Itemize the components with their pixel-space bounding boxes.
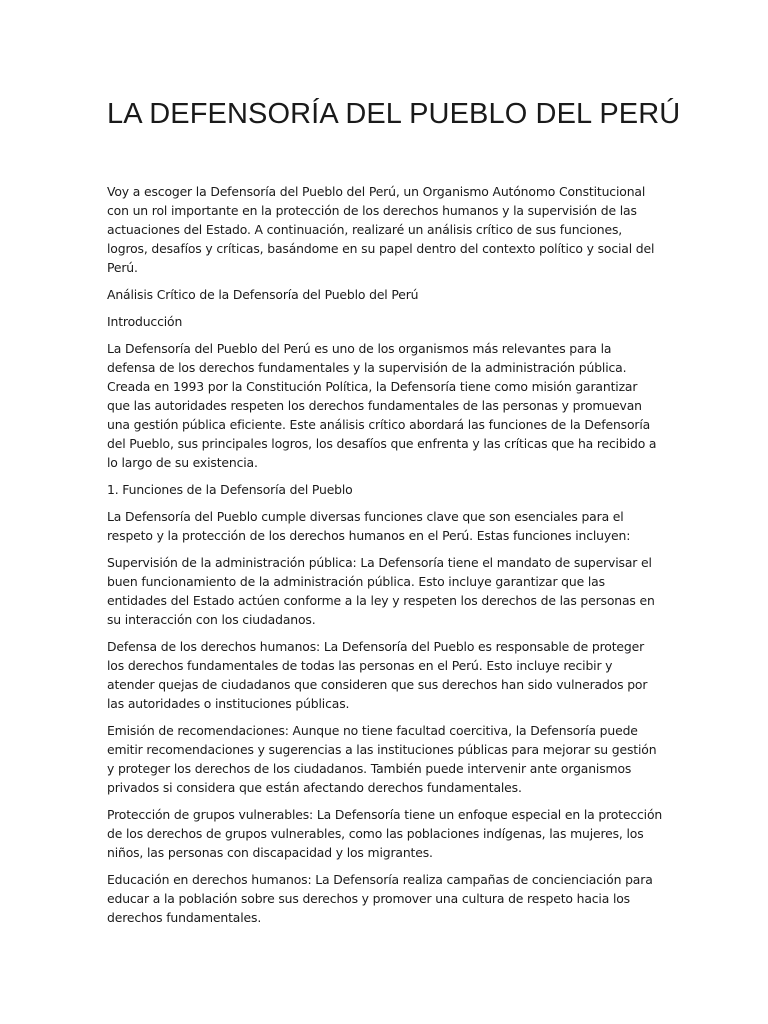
paragraph-function-recommendations: Emisión de recomendaciones: Aunque no tiene facultad coercitiva, la Defensoría puede emitir recomendaciones y sugerencias a las instituciones públicas para mejorar su gestión y proteger los derechos de los ciudadanos. También puede intervenir ante organismos privados si considera que están afectando derechos fundamentales. <box>107 723 657 795</box>
paragraph-analysis-heading: Análisis Crítico de la Defensoría del Pueblo del Perú <box>107 287 419 302</box>
paragraph-intro: Voy a escoger la Defensoría del Pueblo del Perú, un Organismo Autónomo Constitucional con un rol importante en la protección de los derechos humanos y la supervisión de las actuaciones del Estado. A continuación, realizaré un análisis crítico de sus funciones, logros, desafíos y críticas, basándome en su papel dentro del contexto político y social del Perú. <box>107 184 655 275</box>
paragraph-functions-intro: La Defensoría del Pueblo cumple diversas funciones clave que son esenciales para el respeto y la protección de los derechos humanos en el Perú. Estas funciones incluyen: <box>107 509 631 543</box>
document-page <box>107 92 681 935</box>
paragraph-introduction-body: La Defensoría del Pueblo del Perú es uno de los organismos más relevantes para la defensa de los derechos fundamentales y la supervisión de la administración pública. Creada en 1993 por la Constitución Política, la Defensoría tiene como misión garantizar que las autoridades respeten los derechos fundamentales de las personas y promuevan una gestión pública eficiente. Este análisis crítico abordará las funciones de la Defensoría del Pueblo, sus principales logros, los desafíos que enfrenta y las críticas que ha recibido a lo largo de su existencia. <box>107 341 657 470</box>
paragraph-function-defense: Defensa de los derechos humanos: La Defensoría del Pueblo es responsable de proteger los derechos fundamentales de todas las personas en el Perú. Esto incluye recibir y atender quejas de ciudadanos que consideren que sus derechos han sido vulnerados por las autoridades o instituciones públicas. <box>107 639 648 711</box>
paragraph-section-1-heading: 1. Funciones de la Defensoría del Pueblo <box>107 482 353 497</box>
paragraph-function-education: Educación en derechos humanos: La Defensoría realiza campañas de concienciación para educar a la población sobre sus derechos y promover una cultura de respeto hacia los derechos fundamentales. <box>107 872 653 925</box>
paragraph-introduction-heading: Introducción <box>107 314 183 329</box>
paragraph-function-vulnerable-groups: Protección de grupos vulnerables: La Defensoría tiene un enfoque especial en la protección de los derechos de grupos vulnerables, como las poblaciones indígenas, las mujeres, los niños, las personas con discapacidad y los migrantes. <box>107 807 663 860</box>
document-title: LA DEFENSORÍA DEL PUEBLO DEL PERÚ <box>107 98 681 130</box>
paragraph-function-supervision: Supervisión de la administración pública: La Defensoría tiene el mandato de supervisar el buen funcionamiento de la administración pública. Esto incluye garantizar que las entidades del Estado actúen conforme a la ley y respeten los derechos de las personas en su interacción con los ciudadanos. <box>107 555 655 627</box>
